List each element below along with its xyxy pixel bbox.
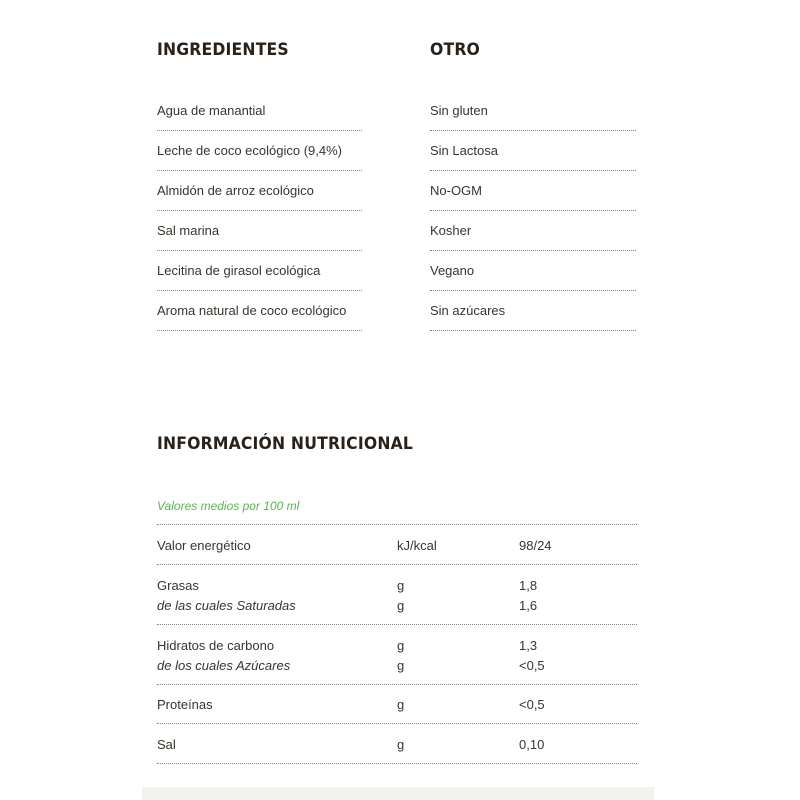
ingredient-label: Agua de manantial — [157, 103, 266, 118]
nutrient-unit: g — [397, 578, 405, 593]
nutrient-unit: g — [397, 697, 405, 712]
ingredients-list — [157, 92, 362, 332]
dotted-divider — [157, 723, 637, 724]
nutrient-unit: kJ/kcal — [397, 538, 437, 553]
nutrient-sub-unit: g — [397, 598, 405, 613]
other-item — [430, 172, 636, 212]
footer-band — [142, 787, 654, 800]
nutrient-value: 1,3 — [519, 638, 538, 653]
ingredient-label: Leche de coco ecológico (9,4%) — [157, 143, 343, 158]
dotted-divider — [157, 330, 362, 331]
ingredient-label: Aroma natural de coco ecológico — [157, 303, 347, 318]
nutrient-value: <0,5 — [519, 697, 545, 712]
other-item — [430, 92, 636, 132]
dotted-divider — [157, 684, 637, 685]
dotted-divider — [157, 564, 637, 565]
dotted-divider — [430, 330, 636, 331]
dotted-divider — [157, 290, 362, 291]
dotted-divider — [157, 624, 637, 625]
other-label: Kosher — [430, 223, 472, 238]
ingredient-label: Almidón de arroz ecológico — [157, 183, 314, 198]
other-label: Sin Lactosa — [430, 143, 498, 158]
other-label: Sin azúcares — [430, 303, 506, 318]
ingredient-label: Lecitina de girasol ecológica — [157, 263, 321, 278]
nutrient-sub-label: de los cuales Azúcares — [157, 658, 291, 673]
dotted-divider — [430, 290, 636, 291]
other-item — [430, 292, 636, 332]
other-heading: OTRO — [430, 40, 481, 60]
nutrition-subtitle: Valores medios por 100 ml — [157, 499, 300, 513]
nutrient-sub-label: de las cuales Saturadas — [157, 598, 296, 613]
ingredient-item — [157, 292, 362, 332]
dotted-divider — [157, 130, 362, 131]
nutrient-unit: g — [397, 737, 405, 752]
dotted-divider — [157, 170, 362, 171]
nutrient-label: Grasas — [157, 578, 199, 593]
nutrient-label: Hidratos de carbono — [157, 638, 275, 653]
other-item — [430, 212, 636, 252]
nutrient-sub-value: 1,6 — [519, 598, 538, 613]
other-label: No-OGM — [430, 183, 482, 198]
nutrient-label: Valor energético — [157, 538, 251, 553]
ingredient-item — [157, 212, 362, 252]
ingredients-heading: INGREDIENTES — [157, 40, 289, 60]
nutrient-value: 0,10 — [519, 737, 545, 752]
dotted-divider — [157, 250, 362, 251]
other-item — [430, 132, 636, 172]
ingredient-item — [157, 92, 362, 132]
dotted-divider — [430, 130, 636, 131]
ingredient-item — [157, 132, 362, 172]
other-list — [430, 92, 636, 332]
other-label: Vegano — [430, 263, 475, 278]
nutrient-value: 1,8 — [519, 578, 538, 593]
dotted-divider — [157, 524, 637, 525]
nutrient-value: 98/24 — [519, 538, 552, 553]
ingredient-item — [157, 172, 362, 212]
dotted-divider — [430, 250, 636, 251]
nutrition-heading: INFORMACIÓN NUTRICIONAL — [157, 434, 414, 454]
nutrient-sub-value: <0,5 — [519, 658, 545, 673]
ingredient-label: Sal marina — [157, 223, 220, 238]
dotted-divider — [430, 170, 636, 171]
dotted-divider — [157, 763, 637, 764]
nutrient-unit: g — [397, 638, 405, 653]
nutrient-sub-unit: g — [397, 658, 405, 673]
ingredient-item — [157, 252, 362, 292]
other-label: Sin gluten — [430, 103, 488, 118]
dotted-divider — [157, 210, 362, 211]
other-item — [430, 252, 636, 292]
nutrient-label: Proteínas — [157, 697, 213, 712]
nutrient-label: Sal — [157, 737, 176, 752]
dotted-divider — [430, 210, 636, 211]
